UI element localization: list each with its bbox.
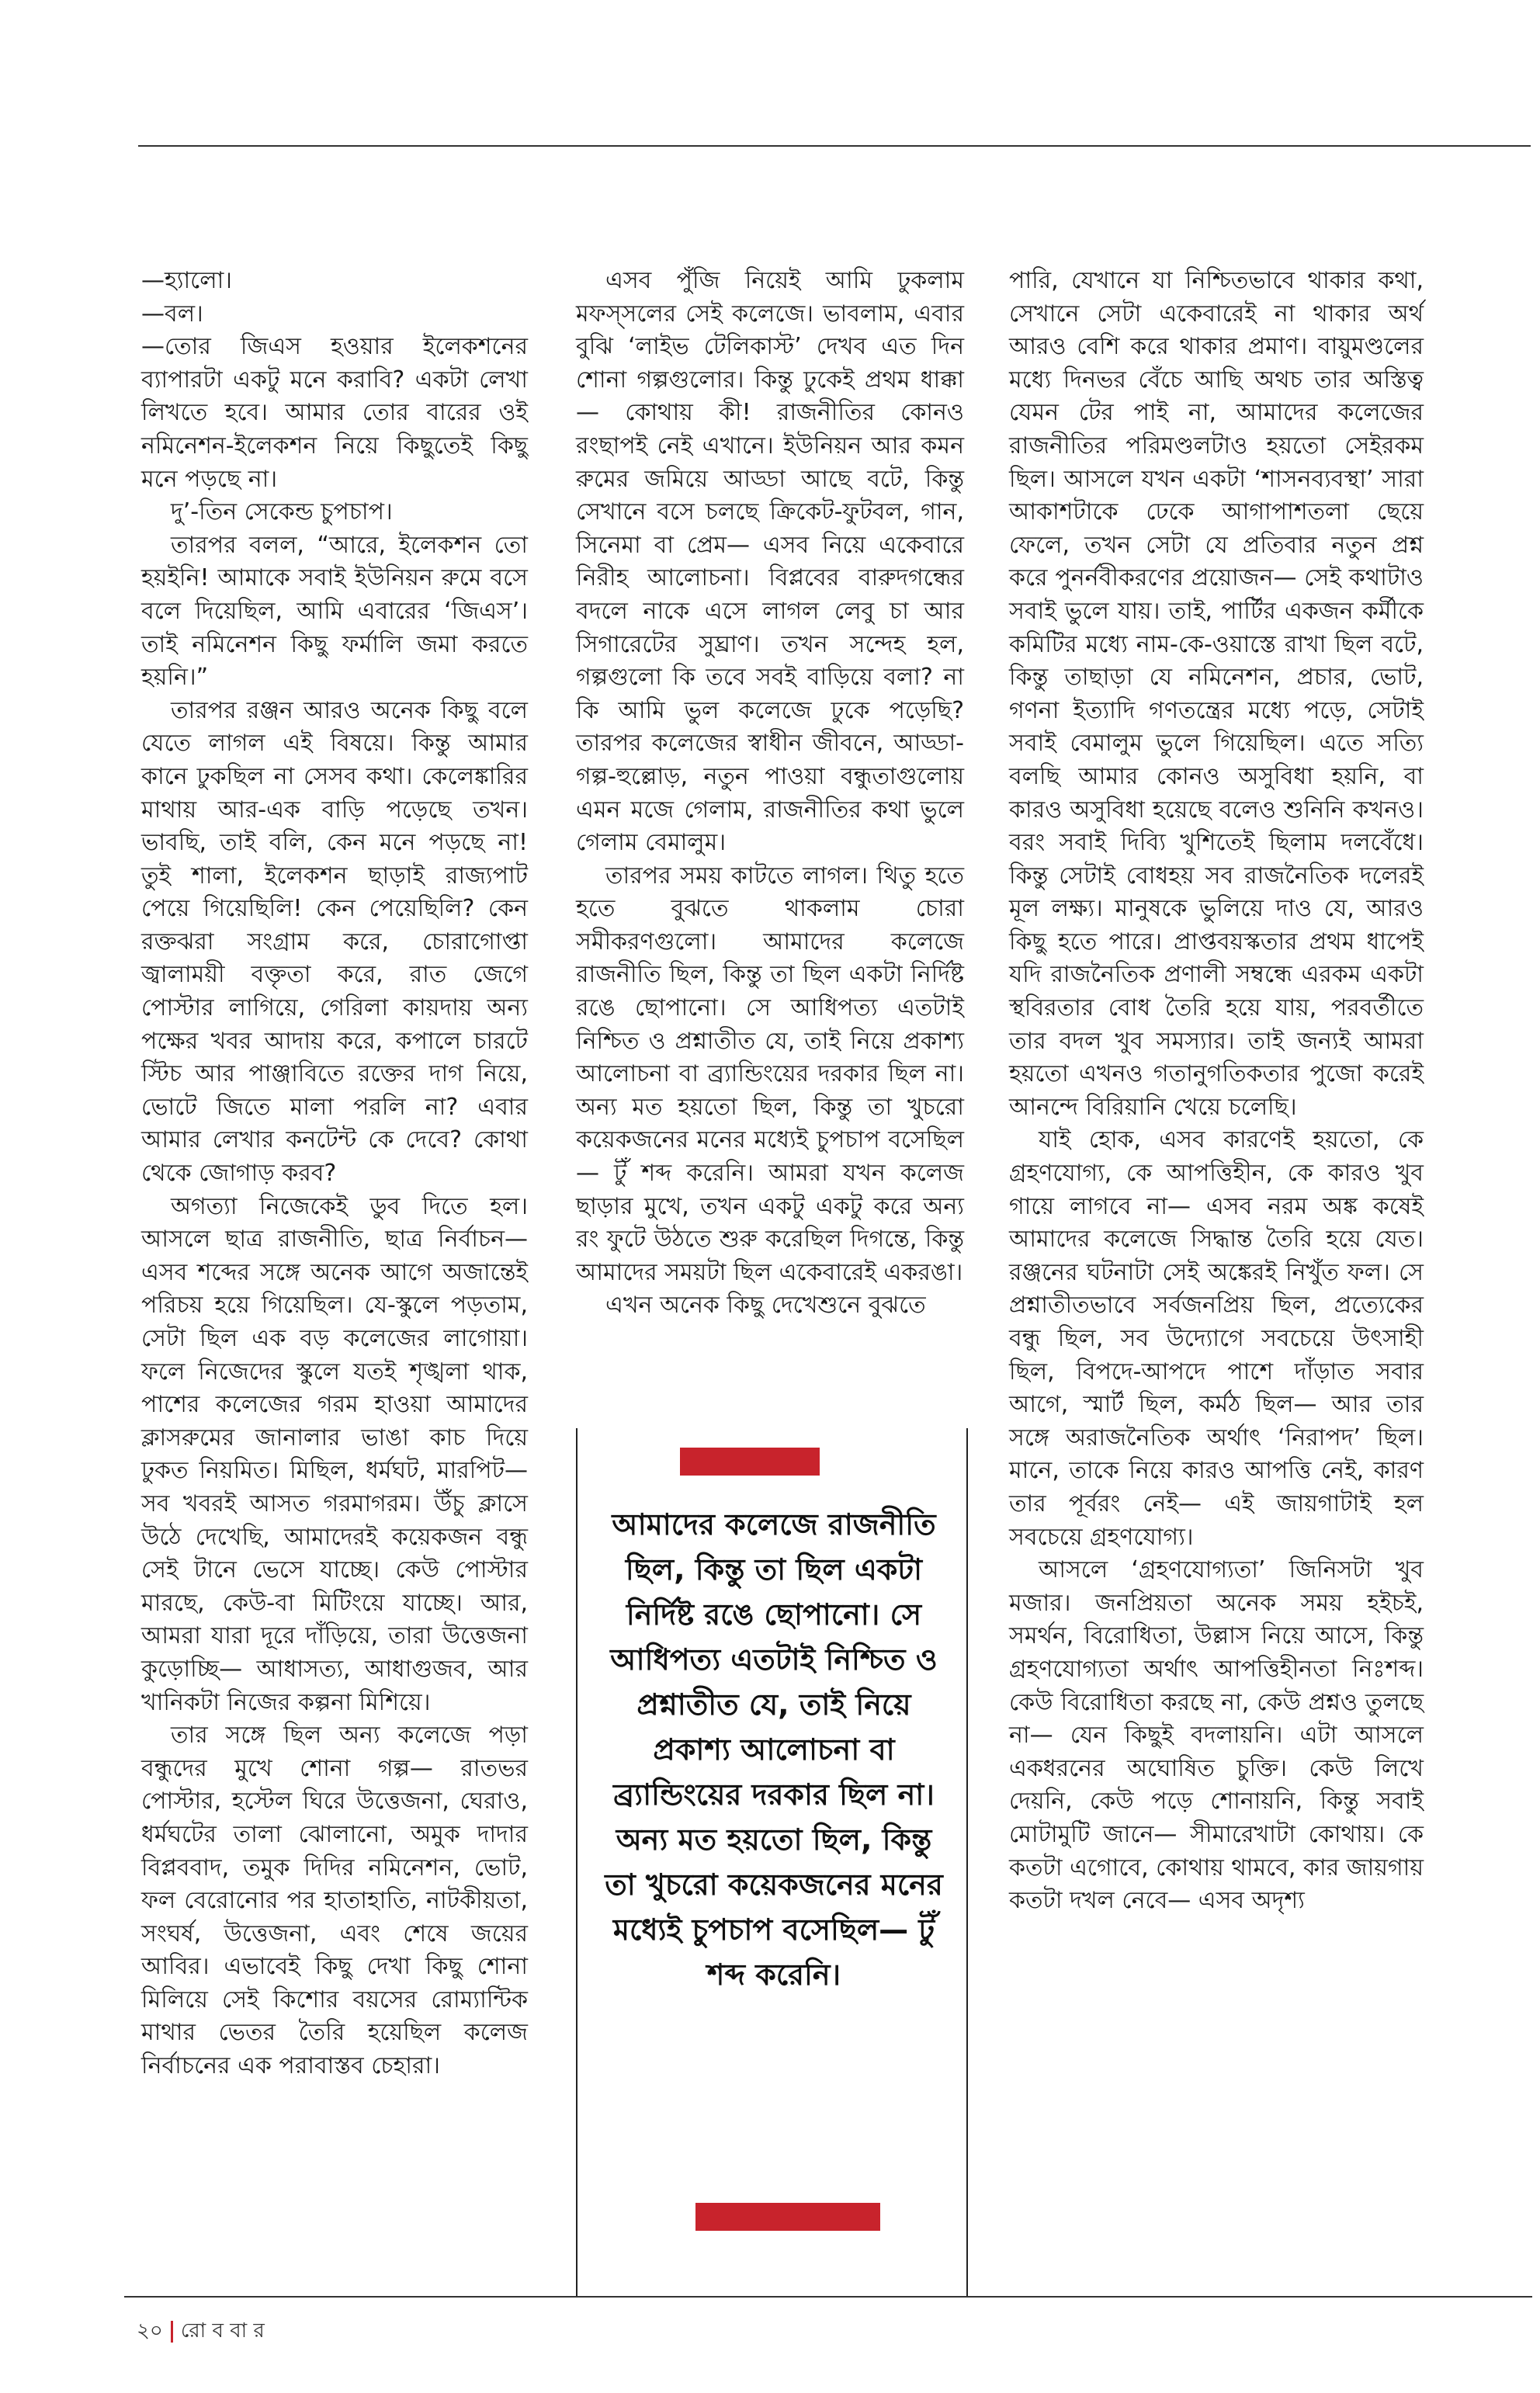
pullquote-top-accent-bar <box>680 1448 820 1476</box>
paragraph: —তোর জিএস হওয়ার ইলেকশনের ব্যাপারটা একটু মনে করাবি? একটা লেখা লিখতে হবে। আমার তোর বারের ওই নমিনেশন-ইলেকশন নিয়ে কিছুতেই কিছু মনে পড়ছে না। <box>141 333 528 493</box>
paragraph: আসলে ‘গ্রহণযোগ্যতা’ জিনিসটা খুব মজার। জনপ্রিয়তা অনেক সময় হইচই, সমর্থন, বিরোধিতা, উল্লাস নিয়ে আসে, কিন্তু গ্রহণযোগ্যতা অর্থাৎ আপত্তিহীনতা নিঃশব্দ। কেউ বিরোধিতা করছে না, কেউ প্রশ্নও তুলছে না— যেন কিছুই বদলায়নি। এটা আসলে একধরনের অঘোষিত চুক্তি। কেউ লিখে দেয়নি, কেউ পড়ে শোনায়নি, কিন্তু সবাই মোটামুটি জানে— সীমারেখাটা কোথায়। কে কতটা এগোবে, কোথায় থামবে, কার জায়গায় কতটা দখল নেবে— এসব অদৃশ্য <box>1009 1556 1424 1915</box>
paragraph: অগত্যা নিজেকেই ডুব দিতে হল। আসলে ছাত্র রাজনীতি, ছাত্র নির্বাচন— এসব শব্দের সঙ্গে অনেক আগে অজান্তেই পরিচয় হয়ে গিয়েছিল। যে-স্কুলে পড়তাম, সেটা ছিল এক বড় কলেজের লাগোয়া। ফলে নিজেদের স্কুলে যতই শৃঙ্খলা থাক, পাশের কলেজের গরম হাওয়া আমাদের ক্লাসরুমের জানালার ভাঙা কাচ দিয়ে ঢুকত নিয়মিত। মিছিল, ধর্মঘট, মারপিট— সব খবরই আসত গরমাগরম। উঁচু ক্লাসে উঠে দেখেছি, আমাদেরই কয়েকজন বন্ধু সেই টানে ভেসে যাচ্ছে। কেউ পোস্টার মারছে, কেউ-বা মিটিংয়ে যাচ্ছে। আর, আমরা যারা দূরে দাঁড়িয়ে, তারা উত্তেজনা কুড়োচ্ছি— আধাসত্য, আধাগুজব, আর খানিকটা নিজের কল্পনা মিশিয়ে। <box>141 1192 528 1716</box>
pullquote-left-rule <box>576 1428 578 2296</box>
paragraph: —বল। <box>141 300 203 328</box>
paragraph: এসব পুঁজি নিয়েই আমি ঢুকলাম মফস্সলের সেই কলেজে। ভাবলাম, এবার বুঝি ‘লাইভ টেলিকাস্ট’ দেখব এত দিন শোনা গল্পগুলোর। কিন্তু ঢুকেই প্রথম ধাক্কা— কোথায় কী! রাজনীতির কোনও রংছাপই নেই এখানে। ইউনিয়ন আর কমন রুমের জমিয়ে আড্ডা আছে বটে, কিন্তু সেখানে বসে চলছে ক্রিকেট-ফুটবল, গান, সিনেমা বা প্রেম— এসব নিয়ে একেবারে নিরীহ আলোচনা। বিপ্লবের বারুদগন্ধের বদলে নাকে এসে লাগল লেবু চা আর সিগারেটের সুঘ্রাণ। তখন সন্দেহ হল, গল্পগুলো কি তবে সবই বাড়িয়ে বলা? না কি আমি ভুল কলেজে ঢুকে পড়েছি? তারপর কলেজের স্বাধীন জীবনে, আড্ডা-গল্প-হুল্লোড়, নতুন পাওয়া বন্ধুতাগুলোয় এমন মজে গেলাম, রাজনীতির কথা ভুলে গেলাম বেমালুম। <box>576 267 964 857</box>
paragraph: তারপর বলল, “আরে, ইলেকশন তো হয়ইনি! আমাকে সবাই ইউনিয়ন রুমে বসে বলে দিয়েছিল, আমি এবারের ‘জিএস’। তাই নমিনেশন কিছু ফর্মালি জমা করতে হয়নি।” <box>141 531 528 692</box>
paragraph: তার সঙ্গে ছিল অন্য কলেজে পড়া বন্ধুদের মুখে শোনা গল্প— রাতভর পোস্টার, হস্টেল ঘিরে উত্তেজনা, ঘেরাও, ধর্মঘটের তালা ঝোলানো, অমুক দাদার বিপ্লববাদ, তমুক দিদির নমিনেশন, ভোট, ফল বেরোনোর পর হাতাহাতি, নাটকীয়তা, সংঘর্ষ, উত্তেজনা, এবং শেষে জয়ের আবির। এভাবেই কিছু দেখা কিছু শোনা মিলিয়ে সেই কিশোর বয়সের রোম্যান্টিক মাথার ভেতর তৈরি হয়েছিল কলেজ নির্বাচনের এক পরাবাস্তব চেহারা। <box>141 1722 528 2080</box>
paragraph: যাই হোক, এসব কারণেই হয়তো, কে গ্রহণযোগ্য, কে আপত্তিহীন, কে কারও খুব গায়ে লাগবে না— এসব নরম অঙ্ক কষেই আমাদের কলেজে সিদ্ধান্ত তৈরি হয়ে যেত। রঞ্জনের ঘটনাটা সেই অঙ্কেরই নিখুঁত ফল। সে প্রশ্নাতীতভাবে সর্বজনপ্রিয় ছিল, প্রত্যেকের বন্ধু ছিল, সব উদ্যোগে সবচেয়ে উৎসাহী ছিল, বিপদে-আপদে পাশে দাঁড়াত সবার আগে, স্মার্ট ছিল, কর্মঠ ছিল— আর তার সঙ্গে অরাজনৈতিক অর্থাৎ ‘নিরাপদ’ ছিল। মানে, তাকে নিয়ে কারও আপত্তি নেই, কারণ তার পূর্বরং নেই— এই জায়গাটাই হল সবচেয়ে গ্রহণযোগ্য। <box>1009 1126 1424 1551</box>
paragraph: পারি, যেখানে যা নিশ্চিতভাবে থাকার কথা, সেখানে সেটা একেবারেই না থাকার অর্থ আরও বেশি করে থাকার প্রমাণ। বায়ুমণ্ডলের মধ্যে দিনভর বেঁচে আছি অথচ তার অস্তিত্ব যেমন টের পাই না, আমাদের কলেজের রাজনীতির পরিমণ্ডলটাও হয়তো সেইরকম ছিল। আসলে যখন একটা ‘শাসনব্যবস্থা’ সারা আকাশটাকে ঢেকে আগাপাশতলা ছেয়ে ফেলে, তখন সেটা যে প্রতিবার নতুন প্রশ্ন করে পুনর্নবীকরণের প্রয়োজন— সেই কথাটাও সবাই ভুলে যায়। তাই, পার্টির একজন কর্মীকে কমিটির মধ্যে নাম-কে-ওয়াস্তে রাখা ছিল বটে, কিন্তু তাছাড়া যে নমিনেশন, প্রচার, ভোট, গণনা ইত্যাদি গণতন্ত্রের মধ্যে পড়ে, সেটাই সবাই বেমালুম ভুলে গিয়েছিল। এতে সত্যি বলছি আমার কোনও অসুবিধা হয়নি, বা কারও অসুবিধা হয়েছে বলেও শুনিনি কখনও। বরং সবাই দিব্যি খুশিতেই ছিলাম দলবেঁধে। কিন্তু সেটাই বোধহয় সব রাজনৈতিক দলেরই মূল লক্ষ্য। মানুষকে ভুলিয়ে দাও যে, আরও কিছু হতে পারে। প্রাপ্তবয়স্কতার প্রথম ধাপেই যদি রাজনৈতিক প্রণালী সম্বন্ধে এরকম একটা স্থবিরতার বোধ তৈরি হয়ে যায়, পরবর্তীতে তার বদল খুব সমস্যার। তাই জন্যই আমরা হয়তো এখনও গতানুগতিকতার পুজো করেই আনন্দে বিরিয়ানি খেয়ে চলেছি। <box>1009 267 1424 1121</box>
pullquote-text: আমাদের কলেজে রাজনীতি ছিল, কিন্তু তা ছিল একটা নির্দিষ্ট রঙে ছোপানো। সে আধিপত্য এতটাই নিশ্চিত ও প্রশ্নাতীত যে, তাই নিয়ে প্রকাশ্য আলোচনা বা ব্র্যান্ডিংয়ের দরকার ছিল না। অন্য মত হয়তো ছিল, কিন্তু তা খুচরো কয়েকজনের মনের মধ্যেই চুপচাপ বসেছিল— টুঁ শব্দ করেনি। <box>605 1507 943 1992</box>
article-column-1 <box>141 265 528 2083</box>
pullquote-bottom-accent-bar <box>695 2203 880 2231</box>
paragraph: —হ্যালো। <box>141 267 232 294</box>
top-rule <box>138 145 1531 147</box>
pullquote-right-rule <box>966 1428 968 2296</box>
article-column-2 <box>576 265 964 1323</box>
page-footer <box>137 2315 265 2349</box>
paragraph: এখন অনেক কিছু দেখেশুনে বুঝতে <box>605 1292 926 1320</box>
paragraph: তারপর সময় কাটতে লাগল। থিতু হতে হতে বুঝতে থাকলাম চোরা সমীকরণগুলো। আমাদের কলেজে রাজনীতি ছিল, কিন্তু তা ছিল একটা নির্দিষ্ট রঙে ছোপানো। সে আধিপত্য এতটাই নিশ্চিত ও প্রশ্নাতীত যে, তাই নিয়ে প্রকাশ্য আলোচনা বা ব্র্যান্ডিংয়ের দরকার ছিল না। অন্য মত হয়তো ছিল, কিন্তু তা খুচরো কয়েকজনের মনের মধ্যেই চুপচাপ বসেছিল— টুঁ শব্দ করেনি। আমরা যখন কলেজ ছাড়ার মুখে, তখন একটু একটু করে অন্য রং ফুটে উঠতে শুরু করেছিল দিগন্তে, কিন্তু আমাদের সময়টা ছিল একেবারেই একরঙা। <box>576 862 964 1286</box>
magazine-name: রো ব বা র <box>180 2319 265 2343</box>
footer-divider <box>171 2321 173 2343</box>
bottom-rule <box>124 2296 1532 2298</box>
page-number: ২০ <box>137 2319 163 2343</box>
article-column-3 <box>1009 265 1424 1918</box>
paragraph: তারপর রঞ্জন আরও অনেক কিছু বলে যেতে লাগল এই বিষয়ে। কিন্তু আমার কানে ঢুকছিল না সেসব কথা। কেলেঙ্কারির মাথায় আর-এক বাড়ি পড়েছে তখন। ভাবছি, তাই বলি, কেন মনে পড়ছে না! তুই শালা, ইলেকশন ছাড়াই রাজ্যপাট পেয়ে গিয়েছিলি! কেন পেয়েছিলি? কেন রক্তঝরা সংগ্রাম করে, চোরাগোপ্তা জ্বালাময়ী বক্তৃতা করে, রাত জেগে পোস্টার লাগিয়ে, গেরিলা কায়দায় অন্য পক্ষের খবর আদায় করে, কপালে চারটে স্টিচ আর পাঞ্জাবিতে রক্তের দাগ নিয়ে, ভোটে জিতে মালা পরলি না? এবার আমার লেখার কনটেন্ট কে দেবে? কোথা থেকে জোগাড় করব? <box>141 696 528 1188</box>
paragraph: দু’-তিন সেকেন্ড চুপচাপ। <box>171 498 393 526</box>
